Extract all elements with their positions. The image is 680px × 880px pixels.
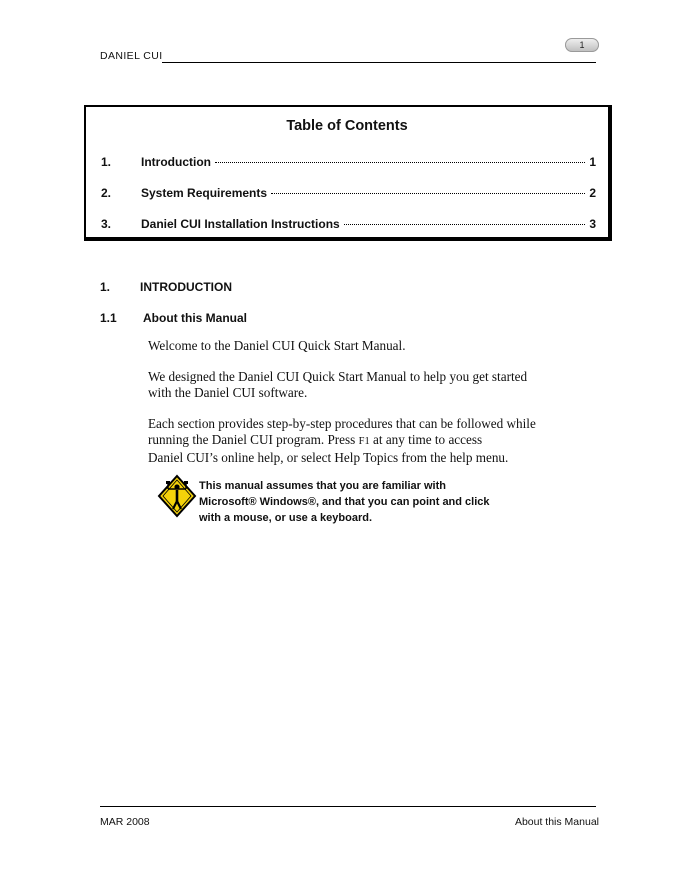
note-line: Microsoft® Windows®, and that you can point and click xyxy=(199,496,490,508)
toc-heading: Table of Contents xyxy=(286,118,408,134)
paragraph-line: Each section provides step-by-step procedures that can be followed while xyxy=(148,416,536,431)
toc-entry-label: Daniel CUI Installation Instructions xyxy=(141,217,340,231)
paragraph-line: We designed the Daniel CUI Quick Start Manual to help you get started xyxy=(148,369,528,384)
header-title: DANIEL CUI xyxy=(100,50,163,62)
toc-entry-page: 3 xyxy=(589,217,596,231)
toc-entry-system-requirements[interactable] xyxy=(101,186,596,202)
subsection-title: About this Manual xyxy=(143,311,247,325)
toc-entry-label: System Requirements xyxy=(141,186,268,200)
note-line: with a mouse, or use a keyboard. xyxy=(199,512,372,524)
section-number: 1. xyxy=(100,280,111,294)
toc-entry-label: Introduction xyxy=(141,155,211,169)
paragraph-text: Welcome to the Daniel CUI Quick Start Manual. xyxy=(148,338,406,353)
toc-entry-introduction[interactable] xyxy=(101,155,596,171)
footer-section-title: About this Manual xyxy=(514,816,599,828)
paragraph-purpose xyxy=(148,369,603,401)
toc-entry-page: 2 xyxy=(589,186,596,200)
subsection-number: 1.1 xyxy=(100,311,117,325)
header-rule xyxy=(162,62,596,63)
paragraph-line: Daniel CUI’s online help, or select Help Topics from the help menu. xyxy=(148,450,509,465)
paragraph-welcome xyxy=(148,338,603,354)
toc-leader xyxy=(215,162,585,163)
toc-leader xyxy=(344,224,586,225)
toc-entry-installation[interactable] xyxy=(101,217,596,233)
toc-entry-page: 1 xyxy=(589,155,596,169)
page-number-badge: 1 xyxy=(565,38,599,52)
note-text xyxy=(199,478,549,526)
footer-rule xyxy=(100,806,596,807)
paragraph-sections xyxy=(148,416,603,466)
toc-entry-number: 2. xyxy=(101,186,112,200)
paragraph-line xyxy=(148,432,603,450)
section-title: INTRODUCTION xyxy=(140,280,232,294)
toc-leader xyxy=(271,193,585,194)
f1-key: F1 xyxy=(358,436,370,447)
caution-sign-icon xyxy=(157,474,197,518)
toc-entry-number: 3. xyxy=(101,217,112,231)
text-run: at any time to access xyxy=(369,432,483,447)
toc-entry-number: 1. xyxy=(101,155,112,169)
footer-date: MAR 2008 xyxy=(100,816,150,828)
note-line: This manual assumes that you are familiar with xyxy=(199,480,446,492)
paragraph-line: with the Daniel CUI software. xyxy=(148,385,308,400)
text-run: running the Daniel CUI program. Press xyxy=(148,432,359,447)
table-of-contents xyxy=(84,105,612,241)
